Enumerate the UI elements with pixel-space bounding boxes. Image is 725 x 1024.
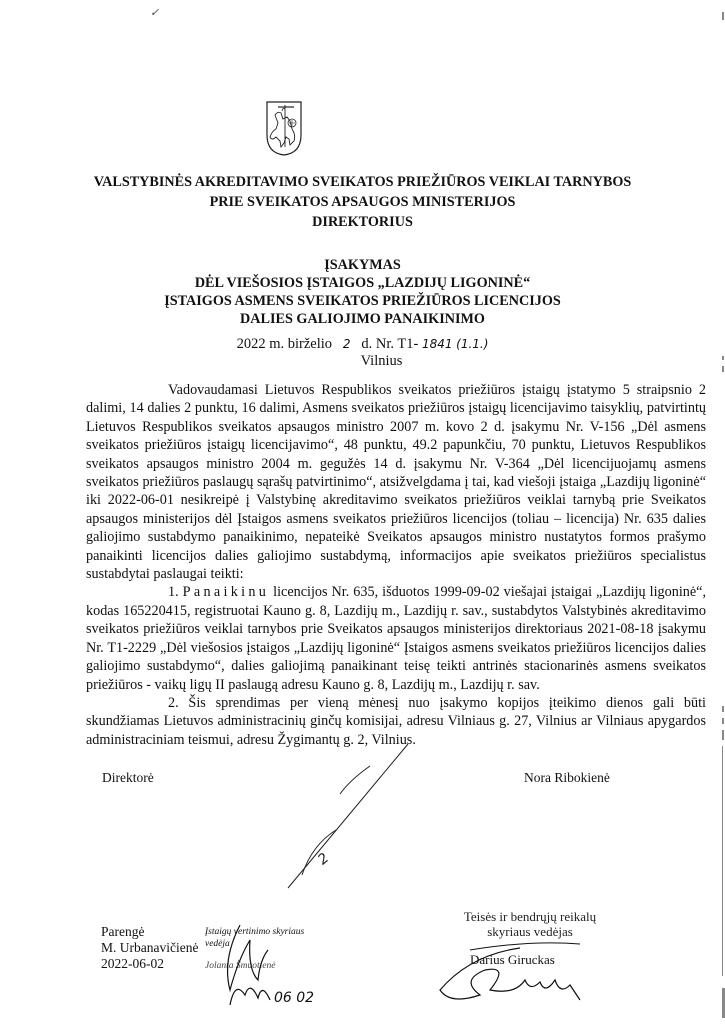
signatory-name: Nora Ribokienė <box>524 770 610 785</box>
visa-left-name: Jolanta Šmuotienė <box>205 961 276 971</box>
order-item-1 <box>86 583 706 693</box>
handwritten-day: 2 <box>342 337 351 351</box>
visa-left-position-line-1: Įstaigų vertinimo skyriaus <box>205 927 305 937</box>
item-1-verb: Panaikinu <box>182 584 270 601</box>
document-body <box>86 381 706 749</box>
scan-edge-mark <box>722 718 724 724</box>
date-number-line <box>0 335 725 353</box>
order-item-2: 2. Šis sprendimas per vieną mėnesį nuo įsakymo kopijos įteikimo dienos gali būti skundžiamas Lietuvos administracinių ginčų komisijai, adresu Vilniaus g. 27, Vilnius ar Vilniaus apygardos administraciniam teismui, adresu Žygimantų g. 2, Vilnius. <box>86 694 706 748</box>
item-1-text: licencijos Nr. 635, išduotos 1999-09-02 viešajai įstaigai „Lazdijų ligoninė“, kodas 165220415, registruotai Kauno g. 8, Lazdijų m., Lazdijų r. sav., sustabdytos Valstybinės akreditavimo sveikatos priežiūros veiklai tarnybos prie Sveikatos apsaugos ministerijos direktoriaus 2021-08-18 įsakymu Nr. T1-2229 „Dėl viešosios įstaigos „Lazdijų ligoninė“ Įstaigos asmens sveikatos priežiūros licencijos dalies galiojimo sustabdymo“, dalies galiojimą panaikinant teisę teikti antrinės stacionarinės asmens sveikatos priežiūros - vaikų ligų II paslaugą adresu Kauno g. 8, Lazdijų m., Lazdijų r. sav. <box>86 584 707 693</box>
scan-edge-mark <box>722 12 724 20</box>
scan-edge-mark <box>722 706 724 712</box>
prepared-by-label: Parengė <box>101 924 145 939</box>
director-signature <box>280 740 420 890</box>
visa-right-position-line-2: skyriaus vedėjas <box>487 924 573 939</box>
visa-right-block <box>440 909 620 939</box>
coat-of-arms-icon <box>266 101 302 156</box>
scan-edge-line <box>722 746 723 976</box>
svg-text:06 02: 06 02 <box>274 990 315 1006</box>
institution-header-line-3: DIREKTORIUS <box>312 214 413 230</box>
number-prefix: d. Nr. T1- <box>361 336 419 352</box>
intro-paragraph: Vadovaudamasi Lietuvos Respublikos sveikatos priežiūros įstaigų įstatymo 5 straipsnio 2 dalimi, 14 dalies 2 punktu, 16 dalimi, Asmens sveikatos priežiūros įstaigų licencijavimo taisyklių, patvirtintų Lietuvos Respublikos sveikatos apsaugos ministro 2007 m. kovo 2 d. įsakymu Nr. V-156 „Dėl asmens sveikatos priežiūros įstaigų licencijavimo“, 48 punktu, 49.2 papunkčiu, 70 punktu, Lietuvos Respublikos sveikatos apsaugos ministro 2004 m. gegužės 14 d. įsakymu Nr. V-364 „Dėl licencijuojamų asmens sveikatos priežiūros paslaugų sąrašų patvirtinimo“, atsižvelgdama į tai, kad viešoji įstaiga „Lazdijų ligoninė“ iki 2022-06-01 nesikreipė į Valstybinę akreditavimo sveikatos priežiūros veiklai tarnybą prie Sveikatos apsaugos ministerijos dėl Įstaigos asmens sveikatos priežiūros licencijos (toliau – licencija) Nr. 635 dalies galiojimo sustabdymo panaikinimo, nepateikė Sveikatos apsaugos ministro nustatytos formos prašymo panaikinti licencijos dalies galiojimo sustabdymą, informacijos apie sveikatos priežiūros specialistus sustabdytai paslaugai teikti: <box>86 382 706 583</box>
handwritten-check-mark: ✓ <box>150 7 160 19</box>
item-1-number: 1. <box>168 584 179 601</box>
handwritten-number-suffix: (1.1.) <box>456 337 489 351</box>
handwritten-number: 1841 <box>421 337 453 351</box>
document-title-line-3: ĮSTAIGOS ASMENS SVEIKATOS PRIEŽIŪROS LICENCIJOS <box>164 293 561 309</box>
visa-right-name: Darius Giruckas <box>470 952 555 967</box>
scan-edge-mark <box>722 730 724 740</box>
institution-header-line-1: VALSTYBINĖS AKREDITAVIMO SVEIKATOS PRIEŽIŪROS VEIKLAI TARNYBOS <box>93 174 632 190</box>
place-of-issue: Vilnius <box>360 353 403 369</box>
visa-right-signature <box>430 940 600 1010</box>
visa-left-signature <box>200 920 340 1015</box>
visa-right-position-line-1: Teisės ir bendrųjų reikalų <box>463 909 597 924</box>
document-title-line-2: DĖL VIEŠOSIOS ĮSTAIGOS „LAZDIJŲ LIGONINĖ“ <box>194 275 531 291</box>
document-type-title: ĮSAKYMAS <box>324 257 401 273</box>
institution-header-line-2: PRIE SVEIKATOS APSAUGOS MINISTERIJOS <box>209 194 516 210</box>
signatory-position: Direktorė <box>102 770 154 785</box>
handwritten-mark: 2 <box>315 850 333 869</box>
document-title-line-4: DALIES GALIOJIMO PANAIKINIMO <box>240 311 485 327</box>
visa-left-position-line-2: vedėja <box>205 939 230 949</box>
date-year-month: 2022 m. birželio <box>236 336 333 352</box>
prepared-by-name: M. Urbanavičienė <box>101 940 199 955</box>
prepared-by-block <box>101 924 198 972</box>
prepared-by-date: 2022-06-02 <box>101 956 164 971</box>
